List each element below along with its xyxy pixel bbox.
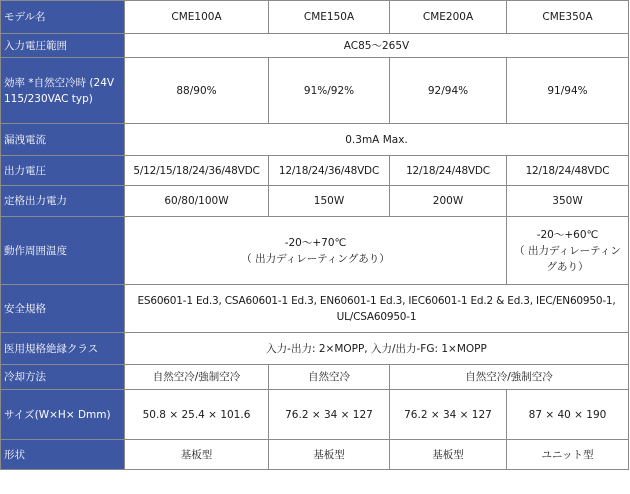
rated-power-cme100a: 60/80/100W (125, 186, 269, 217)
rated-power-label: 定格出力電力 (1, 186, 125, 217)
safety-row (1, 285, 629, 333)
output-voltage-row (1, 156, 629, 186)
operating-temp-cme100-200 (125, 217, 507, 285)
size-row (1, 390, 629, 440)
size-cme350a: 87 × 40 × 190 (507, 390, 629, 440)
model-cme100a: CME100A (125, 1, 269, 34)
cooling-cme200-350: 自然空冷/強制空冷 (390, 365, 629, 390)
safety-label: 安全規格 (1, 285, 125, 333)
safety-line-2: UL/CSA60950-1 (336, 310, 417, 323)
safety-value (125, 285, 629, 333)
operating-temp-label: 動作周囲温度 (1, 217, 125, 285)
output-voltage-cme150a: 12/18/24/36/48VDC (269, 156, 390, 186)
efficiency-cme150a: 91%/92% (269, 58, 390, 124)
leakage-value: 0.3mA Max. (125, 124, 629, 156)
operating-temp-cme350 (507, 217, 629, 285)
efficiency-cme200a: 92/94% (390, 58, 507, 124)
cooling-label: 冷却方法 (1, 365, 125, 390)
form-cme150a: 基板型 (269, 440, 390, 470)
efficiency-row (1, 58, 629, 124)
size-label: サイズ(W×H× Dmm) (1, 390, 125, 440)
input-voltage-value: AC85～265V (125, 34, 629, 58)
form-label: 形状 (1, 440, 125, 470)
model-cme200a: CME200A (390, 1, 507, 34)
leakage-label: 漏洩電流 (1, 124, 125, 156)
output-voltage-cme350a: 12/18/24/48VDC (507, 156, 629, 186)
medical-isolation-row (1, 333, 629, 365)
cooling-row (1, 365, 629, 390)
medical-isolation-label: 医用規格絶縁クラス (1, 333, 125, 365)
output-voltage-label: 出力電圧 (1, 156, 125, 186)
model-cme150a: CME150A (269, 1, 390, 34)
operating-temp-note-b: （ 出力ディレーティングあり） (514, 244, 621, 273)
operating-temp-row (1, 217, 629, 285)
size-cme150a: 76.2 × 34 × 127 (269, 390, 390, 440)
form-cme100a: 基板型 (125, 440, 269, 470)
rated-power-row (1, 186, 629, 217)
output-voltage-cme100a: 5/12/15/18/24/36/48VDC (125, 156, 269, 186)
operating-temp-range-a: -20～+70℃ (284, 236, 347, 249)
output-voltage-cme200a: 12/18/24/48VDC (390, 156, 507, 186)
efficiency-label: 効率 *自然空冷時 (24V 115/230VAC typ) (1, 58, 125, 124)
header-row (1, 1, 629, 34)
operating-temp-range-b: -20～+60℃ (536, 228, 599, 241)
form-cme350a: ユニット型 (507, 440, 629, 470)
form-row (1, 440, 629, 470)
leakage-row (1, 124, 629, 156)
model-name-header: モデル名 (1, 1, 125, 34)
size-cme200a: 76.2 × 34 × 127 (390, 390, 507, 440)
rated-power-cme150a: 150W (269, 186, 390, 217)
rated-power-cme200a: 200W (390, 186, 507, 217)
medical-isolation-value: 入力-出力: 2×MOPP, 入力/出力-FG: 1×MOPP (125, 333, 629, 365)
model-cme350a: CME350A (507, 1, 629, 34)
cooling-cme150a: 自然空冷 (269, 365, 390, 390)
cooling-cme100a: 自然空冷/強制空冷 (125, 365, 269, 390)
efficiency-cme350a: 91/94% (507, 58, 629, 124)
rated-power-cme350a: 350W (507, 186, 629, 217)
input-voltage-label: 入力電圧範囲 (1, 34, 125, 58)
efficiency-cme100a: 88/90% (125, 58, 269, 124)
operating-temp-note-a: （ 出力ディレーティングあり） (241, 252, 390, 265)
safety-line-1: ES60601-1 Ed.3, CSA60601-1 Ed.3, EN60601-1 Ed.3, IEC60601-1 Ed.2 & Ed.3, IEC/EN60950-1, (137, 294, 616, 307)
form-cme200a: 基板型 (390, 440, 507, 470)
size-cme100a: 50.8 × 25.4 × 101.6 (125, 390, 269, 440)
input-voltage-row (1, 34, 629, 58)
